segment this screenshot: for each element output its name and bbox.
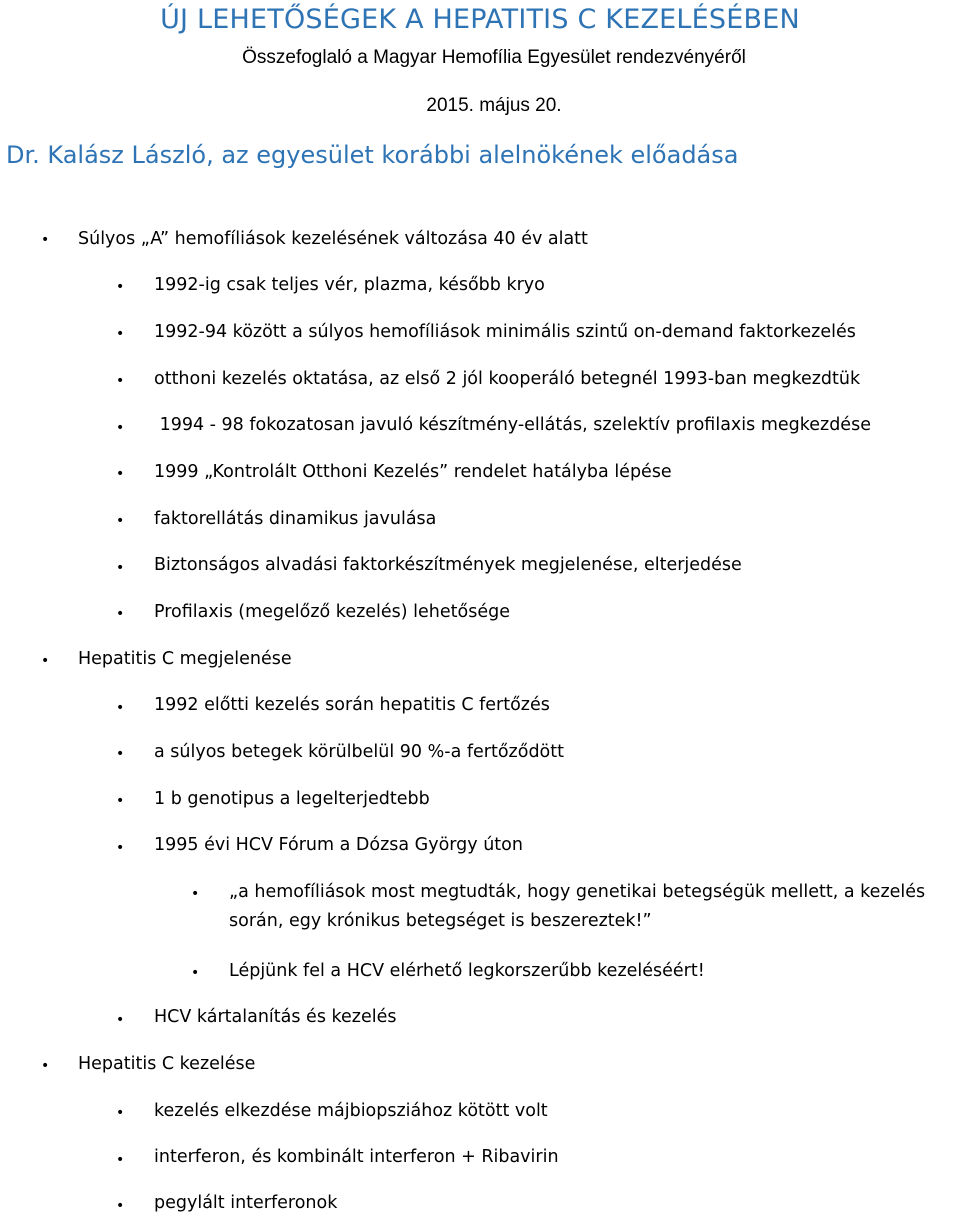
bullet-icon: • xyxy=(41,232,50,248)
list-item: 1999 „Kontrolált Otthoni Kezelés” rendelet hatályba lépése xyxy=(154,462,672,482)
list-item: Biztonságos alvadási faktorkészítmények megjelenése, elterjedése xyxy=(154,555,742,575)
bullet-icon: • xyxy=(191,965,200,981)
list-item: Profilaxis (megelőző kezelés) lehetősége xyxy=(154,602,510,622)
bullet-icon: • xyxy=(116,1152,125,1168)
bullet-icon: • xyxy=(116,466,125,482)
bullet-icon: • xyxy=(116,840,125,856)
list-item: HCV kártalanítás és kezelés xyxy=(154,1007,397,1027)
list-item: Lépjünk fel a HCV elérhető legkorszerűbb kezeléséért! xyxy=(229,961,705,981)
bullet-icon: • xyxy=(116,513,125,529)
bullet-icon: • xyxy=(116,373,125,389)
list-item: 1994 - 98 fokozatosan javuló készítmény-ellátás, szelektív profilaxis megkezdése xyxy=(154,415,871,435)
bullet-icon: • xyxy=(41,653,50,669)
list-item: a súlyos betegek körülbelül 90 %-a fertőződött xyxy=(154,742,564,762)
list-item: interferon, és kombinált interferon + Ribavirin xyxy=(154,1147,559,1167)
bullet-icon: • xyxy=(116,700,125,716)
list-item: 1992-94 között a súlyos hemofíliások minimális szintű on-demand faktorkezelés xyxy=(154,322,856,342)
list-item: 1992 előtti kezelés során hepatitis C fertőzés xyxy=(154,695,550,715)
list-item: faktorellátás dinamikus javulása xyxy=(154,509,437,529)
bullet-icon: • xyxy=(116,1012,125,1028)
bullet-icon: • xyxy=(116,793,125,809)
list-item: kezelés elkezdése májbiopsziához kötött volt xyxy=(154,1101,548,1121)
bullet-icon: • xyxy=(116,279,125,295)
section-3-heading: Hepatitis C kezelése xyxy=(78,1054,256,1074)
bullet-icon: • xyxy=(116,746,125,762)
page-subtitle: Összefoglaló a Magyar Hemofília Egyesület rendezvényéről xyxy=(242,47,746,68)
list-item: 1992-ig csak teljes vér, plazma, később kryo xyxy=(154,275,545,295)
list-item: 1995 évi HCV Fórum a Dózsa György úton xyxy=(154,835,523,855)
bullet-icon: • xyxy=(116,606,125,622)
bullet-icon: • xyxy=(116,1105,125,1121)
section-2-heading: Hepatitis C megjelenése xyxy=(78,649,292,669)
event-date: 2015. május 20. xyxy=(426,95,562,116)
bullet-icon: • xyxy=(41,1058,50,1074)
bullet-icon: • xyxy=(116,1198,125,1214)
page-title: ÚJ LEHETŐSÉGEK A HEPATITIS C KEZELÉSÉBEN xyxy=(160,4,800,35)
list-item: 1 b genotipus a legelterjedtebb xyxy=(154,789,430,809)
bullet-icon: • xyxy=(191,886,200,902)
section-1-heading: Súlyos „A” hemofíliások kezelésének változása 40 év alatt xyxy=(78,229,588,249)
speaker-heading: Dr. Kalász László, az egyesület korábbi alelnökének előadása xyxy=(6,141,739,169)
bullet-icon: • xyxy=(116,326,125,342)
bullet-icon: • xyxy=(116,560,125,576)
list-item: otthoni kezelés oktatása, az első 2 jól kooperáló betegnél 1993-ban megkezdtük xyxy=(154,369,861,389)
quote-item: „a hemofíliások most megtudták, hogy genetikai betegségük mellett, a kezelés során, egy krónikus betegséget is beszereztek!” xyxy=(229,882,926,931)
list-item: pegylált interferonok xyxy=(154,1193,338,1213)
bullet-icon: • xyxy=(116,420,125,436)
